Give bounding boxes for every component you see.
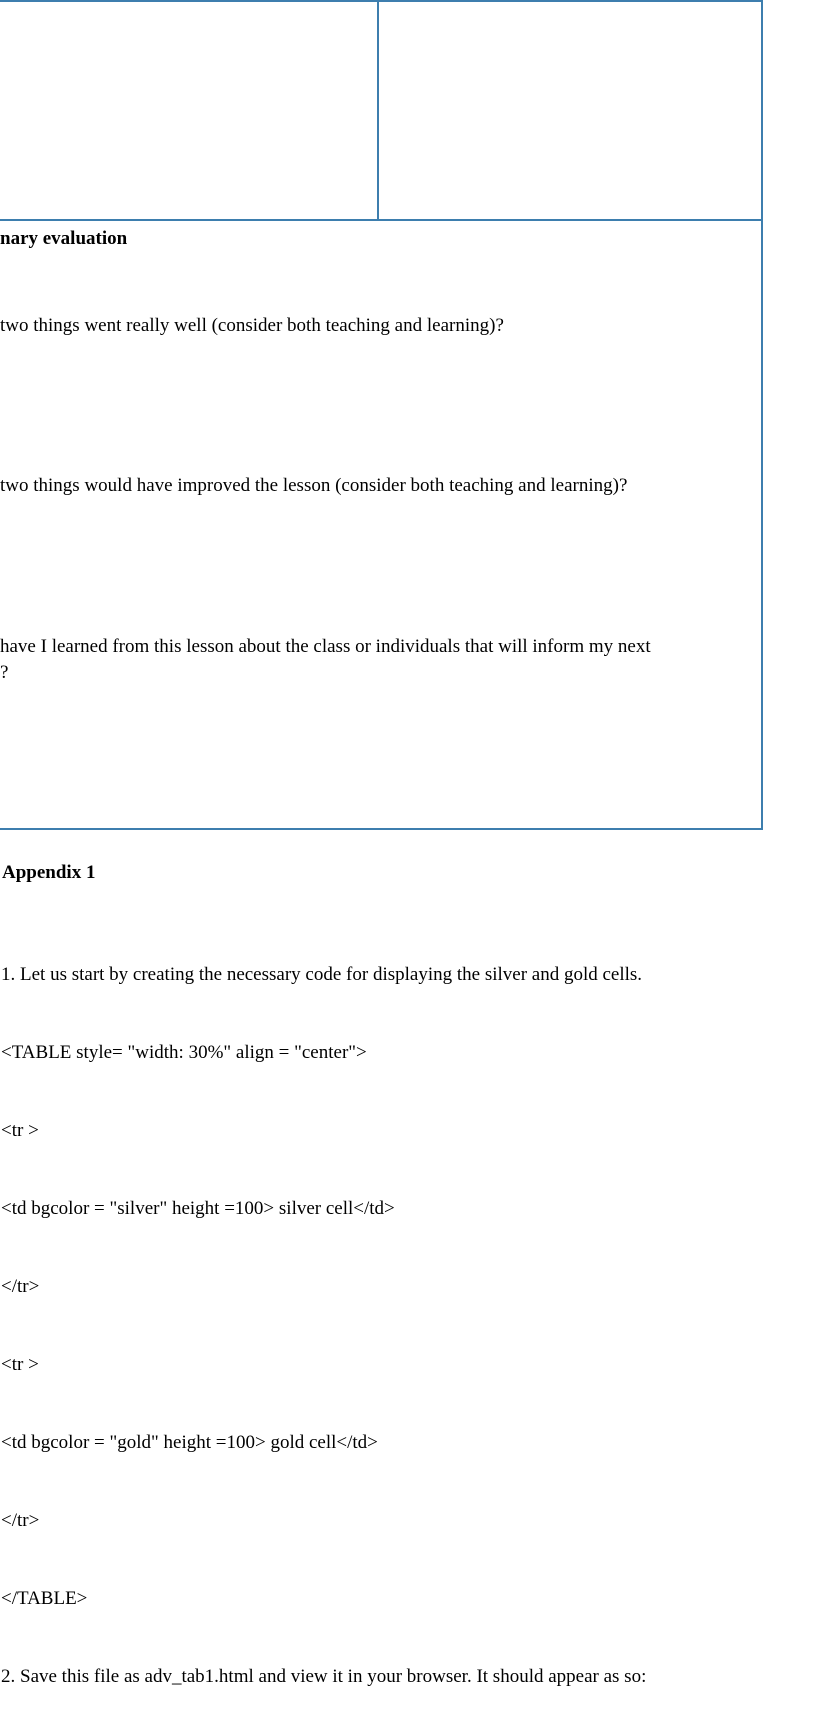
appendix-line: </tr> bbox=[1, 1510, 40, 1531]
appendix-line: </tr> bbox=[1, 1276, 40, 1297]
appendix-line: <tr > bbox=[1, 1120, 39, 1141]
evaluation-table bbox=[0, 0, 763, 830]
evaluation-heading: nary evaluation bbox=[0, 228, 128, 249]
appendix-line: <TABLE style= "width: 30%" align = "center"> bbox=[1, 1042, 367, 1063]
appendix-code-block bbox=[1, 910, 646, 1716]
question-went-well: two things went really well (consider both teaching and learning)? bbox=[0, 315, 504, 336]
appendix-line: 1. Let us start by creating the necessary code for displaying the silver and gold cells. bbox=[1, 964, 643, 985]
question-learned-line1: have I learned from this lesson about the class or individuals that will inform my next bbox=[0, 636, 651, 657]
table-column-divider bbox=[377, 0, 379, 220]
question-learned-line2: ? bbox=[0, 662, 9, 683]
appendix-line: <tr > bbox=[1, 1354, 39, 1375]
appendix-heading: Appendix 1 bbox=[2, 862, 96, 883]
appendix-line: <td bgcolor = "gold" height =100> gold cell</td> bbox=[1, 1432, 378, 1453]
appendix-line: <td bgcolor = "silver" height =100> silver cell</td> bbox=[1, 1198, 395, 1219]
appendix-line: 2. Save this file as adv_tab1.html and view it in your browser. It should appear as so: bbox=[1, 1666, 647, 1687]
table-row-divider bbox=[0, 219, 763, 221]
appendix-line: </TABLE> bbox=[1, 1588, 88, 1609]
question-improved: two things would have improved the lesson (consider both teaching and learning)? bbox=[0, 475, 628, 496]
